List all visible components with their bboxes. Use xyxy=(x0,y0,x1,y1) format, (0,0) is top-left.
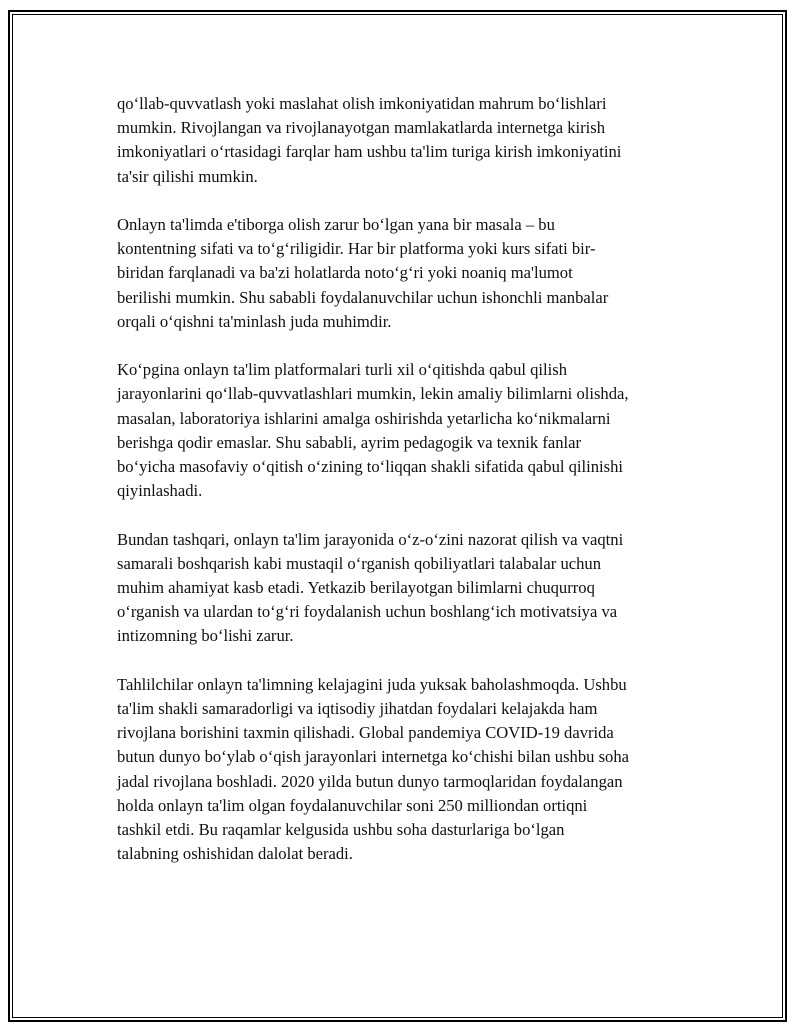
paragraph-1: qo‘llab-quvvatlash yoki maslahat olish imkoniyatidan mahrum bo‘lishlari mumkin. Rivojlangan va rivojlanayotgan mamlakatlarda internetga kirish imkoniyatlari o‘rtasidagi farqlar ham ushbu ta'lim turiga kirish imkoniyatini ta'sir qilishi mumkin. xyxy=(117,94,622,186)
paragraph-2: Onlayn ta'limda e'tiborga olish zarur bo‘lgan yana bir masala – bu kontentning sifati va to‘g‘riligidir. Har bir platforma yoki kurs sifati bir- biridan farqlanadi va ba'zi holatlarda noto‘g‘ri yoki noaniq ma'lumot berilishi mumkin. Shu sababli foydalanuvchilar uchun ishonchli manbalar orqali o‘qishni ta'minlash juda muhimdir. xyxy=(117,215,609,331)
paragraph-4: Bundan tashqari, onlayn ta'lim jarayonida o‘z-o‘zini nazorat qilish va vaqtni samarali boshqarish kabi mustaqil o‘rganish qobiliyatlari talabalar uchun muhim ahamiyat kasb etadi. Yetkazib berilayotgan bilimlarni chuqurroq o‘rganish va ulardan to‘g‘ri foydalanish uchun boshlang‘ich motivatsiya va intizomning bo‘lishi zarur. xyxy=(117,529,624,646)
paragraph-3: Ko‘pgina onlayn ta'lim platformalari turli xil o‘qitishda qabul qilish jarayonlarini qo‘llab-quvvatlashlari mumkin, lekin amaliy bilimlarni olishda, masalan, laboratoriya ishlarini amalga oshirishda yetarlicha ko‘nikmalarni berishga qodir emaslar. Shu sababli, ayrim pedagogik va texnik fanlar bo‘yicha masofaviy o‘qitish o‘zining to‘liqqan shakli sifatida qabul qilinishi qiyinlashadi. xyxy=(117,360,629,501)
paragraph-5: Tahlilchilar onlayn ta'limning kelajagini juda yuksak baholashmoqda. Ushbu ta'lim shakli samaradorligi va iqtisodiy jihatdan foydalari kelajakda ham rivojlana borishini taxmin qilishadi. Global pandemiya COVID-19 davrida butun dunyo bo‘ylab o‘qish jarayonlari internetga ko‘chishi bilan ushbu soha jadal rivojlana boshladi. 2020 yilda butun dunyo tarmoqlaridan foydalangan holda onlayn ta'lim olgan foydalanuvchilar soni 250 milliondan ortiqni tashkil etdi. Bu raqamlar kelgusida ushbu soha dasturlariga bo‘lgan talabning oshishidan dalolat beradi. xyxy=(117,674,629,864)
document-body xyxy=(117,92,697,891)
